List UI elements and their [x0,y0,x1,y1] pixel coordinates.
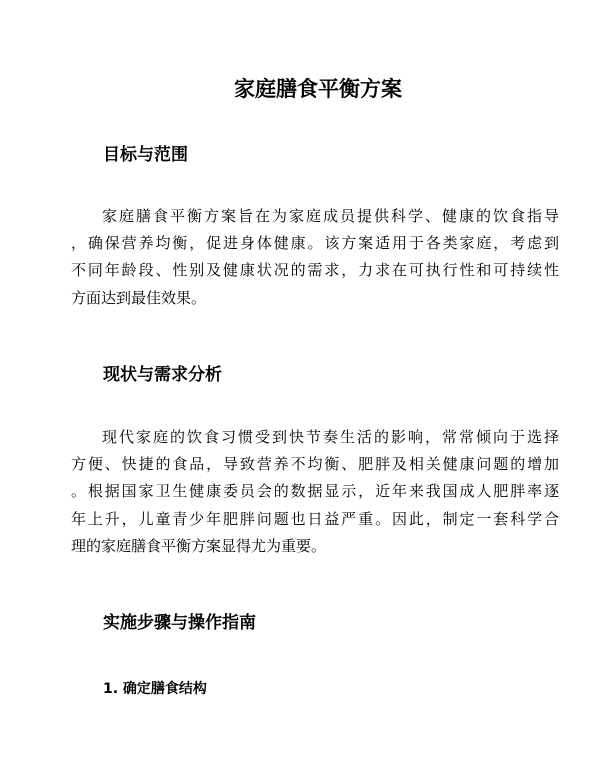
paragraph-line: 现代家庭的饮食习惯受到快节奏生活的影响，常常倾向于选择 [102,428,559,446]
paragraph-line: 方便、快捷的食品，导致营养不均衡、肥胖及相关健康问题的增加 [71,455,559,474]
paragraph-line: 家庭膳食平衡方案旨在为家庭成员提供科学、健康的饮食指导 [102,207,559,225]
paragraph-line: 年上升，儿童青少年肥胖问题也日益严重。因此，制定一套科学合 [71,509,559,528]
document-title: 家庭膳食平衡方案 [234,77,402,101]
section-paragraph-status-analysis [71,424,559,560]
section-heading-goals-scope: 目标与范围 [103,145,188,165]
paragraph-line: 理的家庭膳食平衡方案显得尤为重要。 [71,536,327,555]
paragraph-line: 。根据国家卫生健康委员会的数据显示，近年来我国成人肥胖率逐 [71,482,559,501]
section-heading-implementation: 实施步骤与操作指南 [103,613,256,633]
section-heading-status-analysis: 现状与需求分析 [103,365,222,385]
paragraph-line: 方面达到最佳效果。 [71,288,207,307]
paragraph-line: ，确保营养均衡，促进身体健康。该方案适用于各类家庭，考虑到 [71,234,559,253]
subheading-diet-structure: 1. 确定膳食结构 [103,681,207,697]
section-paragraph-goals-scope [71,203,559,312]
paragraph-line: 不同年龄段、性别及健康状况的需求，力求在可执行性和可持续性 [71,261,559,280]
